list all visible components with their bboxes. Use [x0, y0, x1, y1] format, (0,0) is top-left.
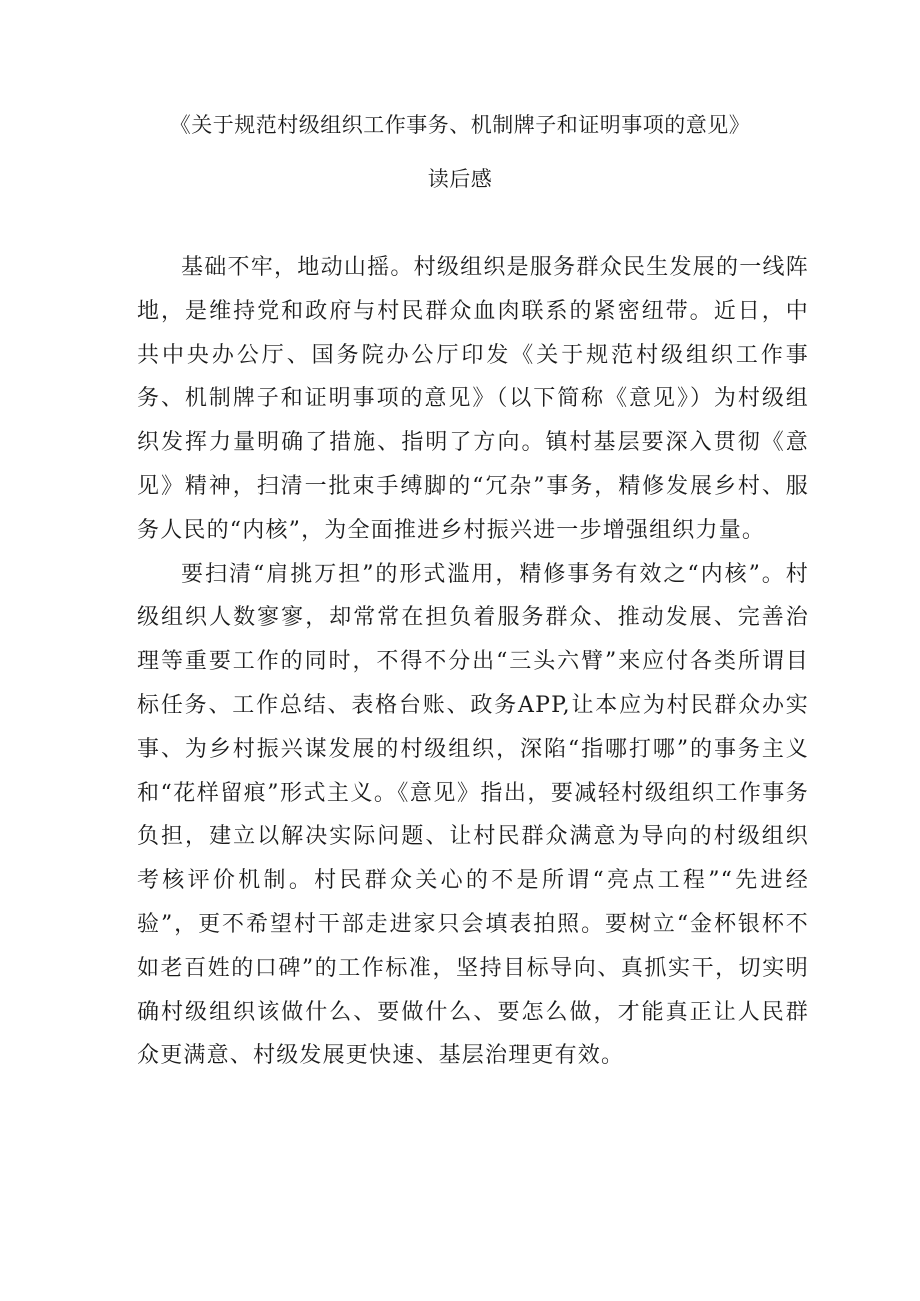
paragraph-2: 要扫清“肩挑万担”的形式滥用，精修事务有效之“内核”。村级组织人数寥寥，却常常在担负着服务群众、推动发展、完善治理等重要工作的同时，不得不分出“三头六臂”来应付各类所谓目标任务、工作总结、表格台账、政务APP,让本应为村民群众办实事、为乡村振兴谋发展的村级组织，深陷“指哪打哪”的事务主义和“花样留痕”形式主义。《意见》指出，要减轻村级组织工作事务负担，建立以解决实际问题、让村民群众满意为导向的村级组织考核评价机制。村民群众关心的不是所谓“亮点工程”“先进经验”，更不希望村干部走进家只会填表拍照。要树立“金杯银杯不如老百姓的口碑”的工作标准，坚持目标导向、真抓实干，切实明确村级组织该做什么、要做什么、要怎么做，才能真正让人民群众更满意、村级发展更快速、基层治理更有效。 [137, 561, 809, 1069]
document-title [0, 112, 920, 192]
title-line-2: 读后感 [427, 167, 493, 191]
paragraph-1: 基础不牢，地动山摇。村级组织是服务群众民生发展的一线阵地，是维持党和政府与村民群众血肉联系的紧密纽带。近日，中共中央办公厅、国务院办公厅印发《关于规范村级组织工作事务、机制牌子和证明事项的意见》（以下简称《意见》）为村级组织发挥力量明确了措施、指明了方向。镇村基层要深入贯彻《意见》精神，扫清一批束手缚脚的“冗杂”事务，精修发展乡村、服务人民的“内核”，为全面推进乡村振兴进一步增强组织力量。 [137, 255, 809, 543]
document-body [137, 246, 809, 1078]
title-line-1: 《关于规范村级组织工作事务、机制牌子和证明事项的意见》 [169, 113, 751, 137]
